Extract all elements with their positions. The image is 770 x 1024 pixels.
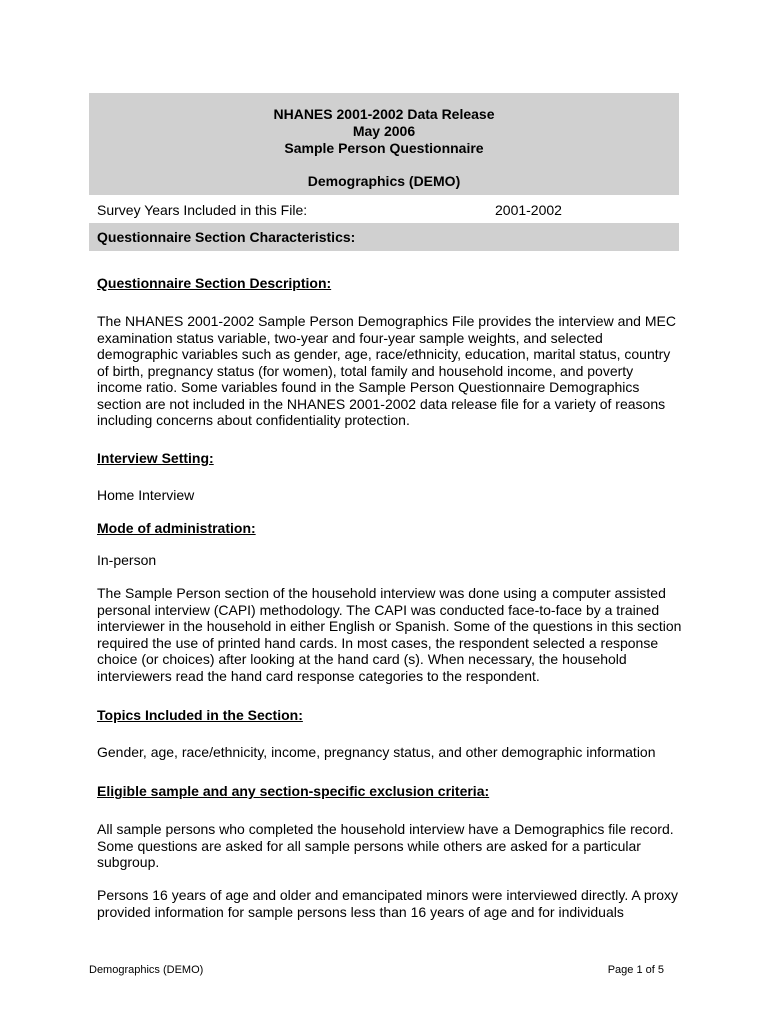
eligible-text-proxy: Persons 16 years of age and older and emancipated minors were interviewed directly. A proxy provided information for sample persons less than 16 years of age and for individuals	[97, 887, 679, 920]
description-text: The NHANES 2001-2002 Sample Person Demographics File provides the interview and MEC examination status variable, two-year and four-year sample weights, and selected demographic variables such as gender, age, race/ethnicity, education, marital status, country of birth, pregnancy status (for women), total family and household income, and poverty income ratio. Some variables found in the Sample Person Questionnaire Demographics section are not included in the NHANES 2001-2002 data release file for a variety of reasons including concerns about confidentiality protection.	[97, 313, 676, 428]
setting-heading: Interview Setting:	[97, 450, 214, 466]
footer-section-name: Demographics (DEMO)	[89, 964, 204, 976]
title-line-section: Demographics (DEMO)	[307, 173, 461, 189]
setting-text: Home Interview	[97, 487, 195, 503]
title-header-box	[89, 93, 679, 195]
footer-page-number: Page 1 of 5	[607, 964, 664, 976]
title-line-questionnaire: Sample Person Questionnaire	[284, 140, 484, 156]
mode-heading: Mode of administration:	[97, 520, 256, 536]
description-heading: Questionnaire Section Description:	[97, 275, 332, 291]
characteristics-label: Questionnaire Section Characteristics:	[97, 229, 356, 245]
characteristics-bar	[89, 223, 679, 251]
eligible-text-records: All sample persons who completed the household interview have a Demographics file record. Some questions are asked for all sample persons while others are asked for a particular subgroup.	[97, 821, 674, 870]
topics-text: Gender, age, race/ethnicity, income, pregnancy status, and other demographic information	[97, 744, 656, 760]
topics-heading: Topics Included in the Section:	[97, 707, 303, 723]
survey-years-value: 2001-2002	[495, 202, 562, 218]
mode-text-inperson: In-person	[97, 552, 157, 568]
title-line-release: NHANES 2001-2002 Data Release	[273, 106, 495, 122]
mode-text-capi: The Sample Person section of the household interview was done using a computer assisted personal interview (CAPI) methodology. The CAPI was conducted face-to-face by a trained interviewer in the household in either English or Spanish. Some of the questions in this section required the use of printed hand cards. In most cases, the respondent selected a response choice (or choices) after looking at the hand card (s). When necessary, the household interviewers read the hand card response categories to the respondent.	[97, 585, 682, 684]
title-line-date: May 2006	[352, 123, 416, 139]
eligible-heading: Eligible sample and any section-specific exclusion criteria:	[97, 783, 490, 799]
survey-years-label: Survey Years Included in this File:	[97, 202, 308, 218]
survey-years-row	[89, 198, 679, 222]
